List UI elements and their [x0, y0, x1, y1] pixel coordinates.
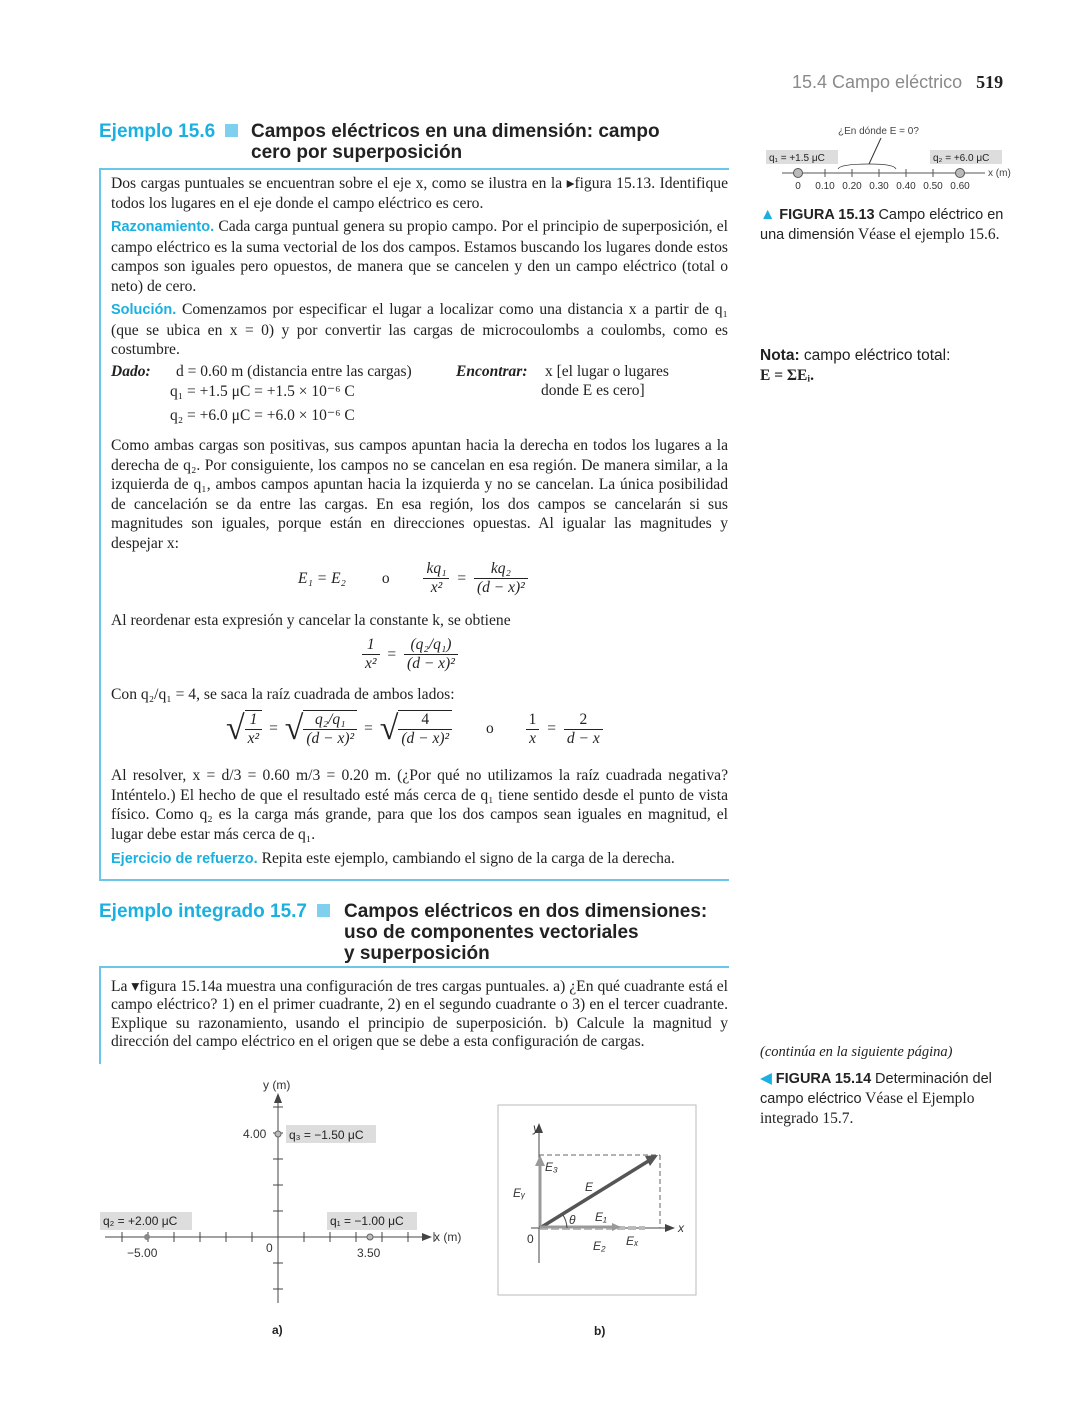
title-line-1: Campos eléctricos en una dimensión: campo: [251, 121, 660, 142]
ex2-intro: La ▾figura 15.14a muestra una configuración de tres cargas puntuales. a) ¿En qué cuadrante está el campo eléctrico? 1) en el primer cuadrante, 2) en el segundo cuadrante o 3) en el tercer cuadrante. Explique su razonamiento, usando el principio de superposición. b) Calcule la magnitud y dirección del campo eléctrico en el origen que se debe a esta configuración de cargas.: [111, 978, 728, 1051]
eq3-frac-3: $\frac{4}{\text{(d − x)²}}$: [398, 710, 452, 748]
nota: [760, 346, 1010, 386]
fig13-q1-dot: [794, 169, 803, 178]
fig13-tick-label: 0.60: [950, 181, 970, 192]
fig13-tick-label: 0: [795, 181, 801, 192]
eq2-frac-1: $\frac{1}{\text{x²}}$: [362, 636, 380, 673]
figure-15-13: [760, 120, 1020, 194]
figure-15-14a: [95, 1075, 475, 1345]
fig13-q2-dot: [956, 169, 965, 178]
reasoning-label: Razonamiento.: [111, 219, 215, 235]
fig14b-E1: E₁: [595, 1210, 607, 1224]
given-line-3: q₂ = +6.0 μC = +6.0 × 10⁻⁶ C: [170, 407, 355, 424]
fig14b-frame: [498, 1105, 696, 1295]
ex1-para2: Al reordenar esta expresión y cancelar la constante k, se obtiene: [111, 612, 511, 629]
fig14a-q3-dot: [275, 1131, 281, 1137]
fig14a-q2-dot: [144, 1234, 150, 1240]
fig14a-y-label: y (m): [263, 1078, 291, 1092]
solution-text: Comenzamos por especificar el lugar a localizar como una distancia x a partir de q₁ (que se ubica en x = 0) y por convertir las cargas de microcoulombs a coulombs, como es costumbre.: [111, 301, 728, 358]
example-15-6-heading: [99, 121, 246, 143]
fig13-axis-label: x (m): [988, 168, 1011, 179]
fig14b-label: b): [594, 1324, 606, 1338]
eq3-frac-2: $\frac{\text{q₂/q₁}}{\text{(d − x)²}}$: [303, 710, 357, 748]
eq1-left: E₁ = E₂: [298, 569, 346, 587]
fig14b-E3: E₃: [545, 1160, 558, 1174]
ex1-reasoning: [111, 217, 728, 296]
fig13-tick-label: 0.30: [869, 181, 889, 192]
title-line-2: cero por superposición: [251, 142, 463, 163]
nota-label: Nota:: [760, 347, 800, 364]
ex1-intro: Dos cargas puntuales se encuentran sobre el eje x, como se ilustra en la ▸figura 15.13. Identifique todos los lugares en el eje donde el campo eléctrico es cero.: [111, 175, 728, 212]
find-line-1: x [el lugar o lugares: [545, 363, 669, 380]
fig14a-35: 3.50: [357, 1246, 381, 1260]
title-line-1: Campos eléctricos en dos dimensiones:: [344, 901, 708, 922]
eq2-frac-2: $\frac{\text{(q₂/q₁)}}{\text{(d − x)²}}$: [404, 636, 458, 673]
fig14a-x-label: x (m): [434, 1230, 462, 1244]
fig14-cap-label: FIGURA 15.14: [775, 1071, 872, 1087]
example-number: Ejemplo integrado 15.7: [99, 901, 307, 922]
fig14b-y: y: [533, 1121, 539, 1135]
fig14a-q1-dot: [367, 1234, 373, 1240]
eq1-or: o: [381, 569, 390, 587]
fig13-q1: q₁ = +1.5 μC: [769, 153, 825, 164]
given-line-1: d = 0.60 m (distancia entre las cargas): [176, 363, 412, 380]
reasoning-text: Cada carga puntual genera su propio campo. Por el principio de superposición, el campo eléctrico es la suma vectorial de los dos campos. Estamos buscando los lugares donde estos campos son iguales pero opuestos, de manera que se cancelen y den un campo eléctrico (total o neto) de cero.: [111, 218, 728, 295]
title-line-3: y superposición: [344, 943, 490, 964]
fig13-tick-label: 0.50: [923, 181, 943, 192]
ex1-solution: [111, 300, 728, 360]
fig13-tick-label: 0.20: [842, 181, 862, 192]
ex1-exercise: [111, 849, 728, 870]
nota-text: campo eléctrico total:: [803, 347, 951, 364]
section-title: 15.4 Campo eléctrico: [792, 72, 963, 92]
fig14a-4: 4.00: [243, 1127, 267, 1141]
fig13-cap-label: FIGURA 15.13: [779, 207, 875, 223]
equation-2: $\frac{1}{\text{x²}}$ = $\frac{\text{(q₂/q₁)}}{\text{(d − x)²}}$: [362, 636, 458, 673]
fig13-caption: ▲ FIGURA 15.13 Campo eléctrico en una dimensión Véase el ejemplo 15.6.: [760, 206, 1004, 243]
exercise-label: Ejercicio de refuerzo.: [111, 851, 258, 867]
eq1-frac-2: $\frac{\text{kq₂}}{\text{(d − x)²}}$: [474, 560, 528, 597]
solution-label: Solución.: [111, 302, 177, 318]
example-number: Ejemplo 15.6: [99, 121, 216, 142]
fig14a-q1: q₁ = −1.00 μC: [330, 1214, 404, 1228]
equation-1: E₁ = E₂ o $\frac{\text{kq₁}}{\text{x²}}$ = $\frac{\text{kq₂}}{\text{(d − x)²}}$: [298, 560, 528, 597]
fig14b-theta: θ: [569, 1213, 576, 1227]
nota-equation: E = ΣEᵢ.: [760, 367, 815, 384]
eq3-frac-4: $\frac{1}{x}$: [526, 711, 540, 748]
fig13-question: ¿En dónde E = 0?: [838, 126, 919, 137]
fig14b-Ey: Eᵧ: [513, 1186, 526, 1200]
heading-square-icon: [225, 124, 238, 137]
page-number: 519: [976, 72, 1004, 92]
ex1-para3: Con q₂/q₁ = 4, se saca la raíz cuadrada de ambos lados:: [111, 686, 455, 703]
fig14b-Ex: Eₓ: [626, 1234, 639, 1248]
fig13-cap-rest: Véase el ejemplo 15.6.: [857, 226, 1000, 243]
example-15-7-heading: [99, 901, 338, 923]
continued-note: (continúa en la siguiente página): [760, 1044, 953, 1060]
running-head: [792, 72, 1003, 93]
eq3-or: o: [486, 720, 494, 737]
fig13-q2: q₂ = +6.0 μC: [933, 153, 990, 164]
ex1-para4: Al resolver, x = d/3 = 0.60 m/3 = 0.20 m. (¿Por qué no utilizamos la raíz cuadrada negativa? Inténtelo.) El hecho de que el resultado esté más cerca de q₁ tiene sentido desde el punto de vista físico. Como q₂ es la carga más grande, para que los dos campos sean iguales en magnitud, el lugar debe estar más cerca de q₁.: [111, 767, 728, 843]
fig13-tick-label: 0.10: [815, 181, 835, 192]
ex1-para1: Como ambas cargas son positivas, sus campos apuntan hacia la derecha en todos los lugares a la derecha de q₂. Por consiguiente, los campos no se cancelan en esa región. De manera similar, a la izquierda de q₁, ambos campos apuntan hacia la izquierda y no se cancelan. La única posibilidad de cancelación se da entre las cargas. En esa región, los dos campos se cancelarán si sus magnitudes son iguales, porque están en direcciones opuestas. Al igualar las magnitudes y despejar x:: [111, 437, 728, 552]
find-line-2: donde E es cero]: [541, 382, 645, 399]
equation-3: √ $\frac{1}{\text{x²}}$ = √ $\frac{\text{q₂/q₁}}{\text{(d − x)²}}$ = √ $\frac{4}{\text{(d − x)²}}$ o $\frac{1}{x}$ = $\frac{2}{d - x}$: [226, 710, 603, 748]
fig14b-E: E: [585, 1180, 594, 1194]
eq3-frac-1: $\frac{1}{\text{x²}}$: [245, 710, 263, 748]
fig14a-q3: q₃ = −1.50 μC: [289, 1128, 364, 1142]
example-15-7-title: [344, 901, 707, 964]
fig14b-E2: E₂: [593, 1239, 606, 1253]
fig14-cap-rest: Véase el Ejemplo integrado 15.7.: [760, 1090, 975, 1127]
fig14-cap-title: Determinación del campo eléctrico: [760, 1071, 992, 1107]
fig13-ticks: [795, 169, 970, 192]
given-line-2: q₁ = +1.5 μC = +1.5 × 10⁻⁶ C: [170, 383, 355, 400]
fig14b-origin: 0: [527, 1232, 534, 1246]
exercise-text: Repita este ejemplo, cambiando el signo de la carga de la derecha.: [261, 850, 675, 867]
eq1-frac-1: $\frac{\text{kq₁}}{\text{x²}}$: [423, 560, 449, 597]
eq3-frac-5: $\frac{2}{d - x}$: [564, 711, 603, 748]
fig14a-q2: q₂ = +2.00 μC: [103, 1214, 178, 1228]
given-label: Dado:: [111, 363, 151, 380]
fig13-cap-title: Campo eléctrico en una dimensión: [760, 207, 1004, 243]
fig14a-origin: 0: [266, 1241, 273, 1255]
fig14a-label: a): [272, 1323, 283, 1337]
fig14-caption: ◀ FIGURA 15.14 Determinación del campo eléctrico Véase el Ejemplo integrado 15.7.: [760, 1070, 992, 1127]
fig14b-x: x: [678, 1221, 684, 1235]
heading-square-icon: [317, 904, 330, 917]
title-line-2: uso de componentes vectoriales: [344, 922, 639, 943]
fig13-tick-label: 0.40: [896, 181, 916, 192]
figure-15-14b: [495, 1103, 700, 1343]
fig14a-m5: −5.00: [127, 1246, 158, 1260]
find-label: Encontrar:: [456, 363, 528, 380]
example-15-6-title: [251, 121, 660, 163]
